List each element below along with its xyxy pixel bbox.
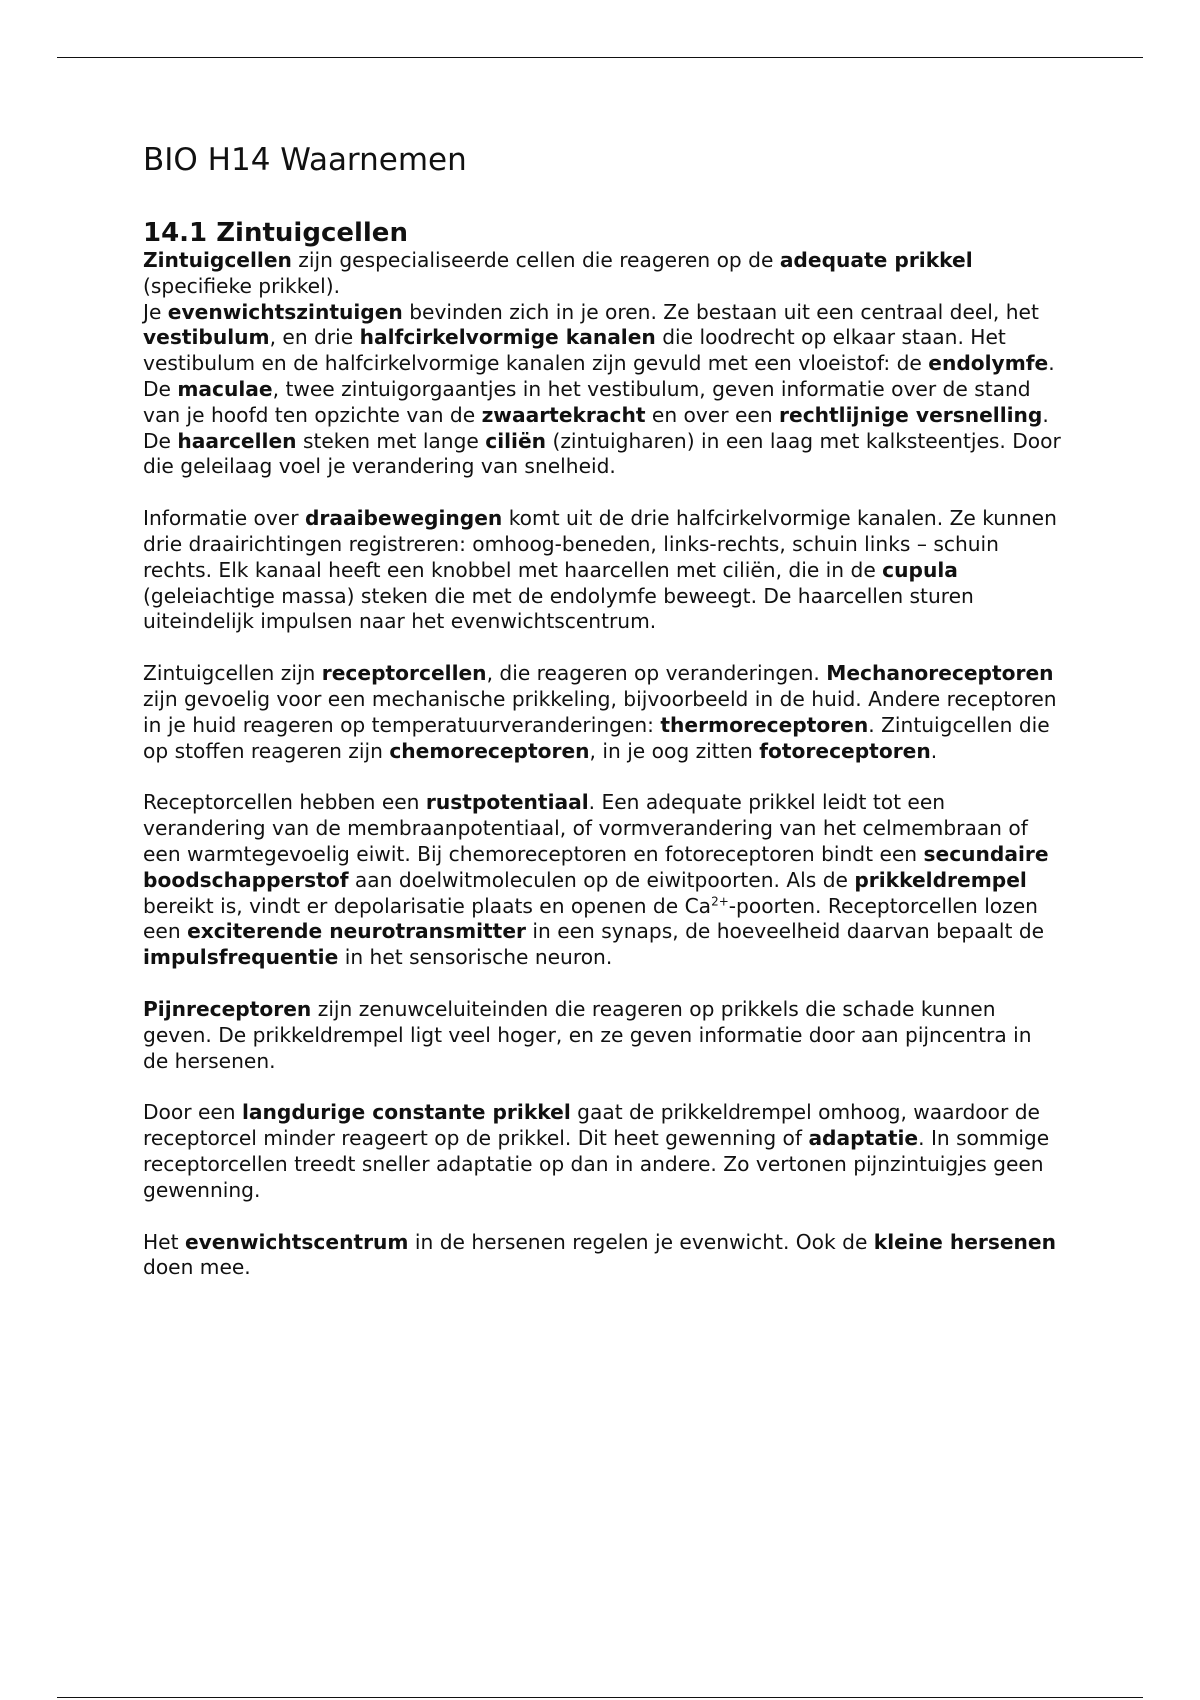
text-run: (geleiachtige massa) steken die met de endolymfe beweegt. De haarcellen sturen uiteindelijk impulsen naar het evenwichtscentrum. xyxy=(143,583,974,634)
text-run: in het sensorische neuron. xyxy=(338,945,613,970)
text-run: Door een xyxy=(143,1100,243,1125)
text-run: bereikt is, vindt er depolarisatie plaats en openen de Ca xyxy=(143,893,712,918)
text-run: . In sommige receptorcellen treedt sneller adaptatie op dan in andere. Zo vertonen pijnzintuigjes geen gewenning. xyxy=(143,1126,1050,1202)
text-run: aan doelwitmoleculen op de eiwitpoorten. Als de xyxy=(348,867,855,892)
text-run: komt uit de drie halfcirkelvormige kanalen. Ze kunnen drie draairichtingen registreren: omhoog-beneden, links-rechts, schuin links – schuin rechts. Elk kanaal heeft een knobbel met haarcellen met ciliën, die in de xyxy=(143,506,1057,582)
bold-term: secundaire boodschapperstof xyxy=(143,841,1049,892)
bold-term: kleine hersenen xyxy=(873,1229,1056,1254)
bold-term: Mechanoreceptoren xyxy=(826,661,1054,686)
text-run: . De xyxy=(143,402,1049,453)
text-run: en over een xyxy=(645,402,780,427)
text-run: Informatie over xyxy=(143,506,305,531)
paragraph-rustpotentiaal xyxy=(143,790,1063,971)
bold-term: rechtlijnige versnelling xyxy=(779,402,1043,427)
text-run: . Een adequate prikkel leidt tot een verandering van de membraanpotentiaal, of vormverandering van het celmembraan of een warmtegevoelig eiwit. Bij chemoreceptoren en fotoreceptoren bindt een xyxy=(143,790,1028,866)
text-run: -poorten. Receptorcellen lozen een xyxy=(143,893,1038,944)
document-body xyxy=(143,140,1063,1307)
bold-term: fotoreceptoren xyxy=(759,738,931,763)
bold-term: ciliën xyxy=(485,428,547,453)
text-run: Het xyxy=(143,1229,185,1254)
bold-term: zwaartekracht xyxy=(481,402,646,427)
paragraph-draaibewegingen xyxy=(143,506,1063,635)
text-run: . xyxy=(930,738,938,763)
text-run: bevinden zich in je oren. Ze bestaan uit een centraal deel, het xyxy=(402,299,1039,324)
text-run: doen mee. xyxy=(143,1255,251,1280)
bold-term: rustpotentiaal xyxy=(425,790,589,815)
text-run: zijn gevoelig voor een mechanische prikkeling, bijvoorbeeld in de huid. Andere receptoren in je huid reageren op temperatuurveranderingen: xyxy=(143,686,1057,737)
paragraph-zintuigcellen xyxy=(143,248,1063,300)
paragraph-pijnreceptoren xyxy=(143,997,1063,1074)
text-run: , twee zintuigorgaantjes in het vestibulum, geven informatie over de stand van je hoofd ten opzichte van de xyxy=(143,376,1031,427)
text-run: , in je oog zitten xyxy=(589,738,760,763)
bold-term: cupula xyxy=(882,557,958,582)
bold-term: impulsfrequentie xyxy=(143,945,339,970)
text-run: , en drie xyxy=(269,325,360,350)
footer-rule xyxy=(57,1697,1143,1698)
paragraph-evenwichtscentrum xyxy=(143,1230,1063,1282)
bold-term: halfcirkelvormige kanalen xyxy=(359,325,656,350)
header-rule xyxy=(57,57,1143,58)
paragraph-receptorcellen xyxy=(143,661,1063,764)
text-run: gaat de prikkeldrempel omhoog, waardoor de receptorcel minder reageert op de prikkel. Dit heet gewenning of xyxy=(143,1100,1040,1151)
bold-term: langdurige constante prikkel xyxy=(242,1100,571,1125)
text-run: Receptorcellen hebben een xyxy=(143,790,426,815)
bold-term: evenwichtszintuigen xyxy=(167,299,403,324)
text-run: (specifieke prikkel). xyxy=(143,273,340,298)
paragraph-evenwichtszintuigen xyxy=(143,300,1063,481)
superscript: 2+ xyxy=(711,893,729,908)
bold-term: exciterende neurotransmitter xyxy=(187,919,526,944)
text-run: . Zintuigcellen die op stoffen reageren zijn xyxy=(143,712,1050,763)
bold-term: adequate prikkel xyxy=(779,248,973,272)
bold-term: prikkeldrempel xyxy=(854,867,1027,892)
text-run: . De xyxy=(143,351,1055,401)
bold-term: receptorcellen xyxy=(321,661,487,686)
bold-term: chemoreceptoren xyxy=(389,738,590,763)
text-run: in een synaps, de hoeveelheid daarvan bepaalt de xyxy=(525,919,1045,944)
bold-term: draaibewegingen xyxy=(304,506,503,531)
text-run: zijn gespecialiseerde cellen die reageren op de xyxy=(291,248,780,272)
bold-term: evenwichtscentrum xyxy=(184,1229,409,1254)
text-run: , die reageren op veranderingen. xyxy=(486,661,827,686)
text-run: Je xyxy=(143,299,168,324)
bold-term: vestibulum xyxy=(143,325,270,350)
bold-term: thermoreceptoren xyxy=(660,712,869,737)
text-run: Zintuigcellen zijn xyxy=(143,661,322,686)
text-run: steken met lange xyxy=(296,428,486,453)
bold-term: Zintuigcellen xyxy=(143,248,292,272)
bold-term: adaptatie xyxy=(808,1126,919,1151)
text-run: (zintuigharen) in een laag met kalksteentjes. Door die geleilaag voel je verandering van snelheid. xyxy=(143,428,1061,479)
bold-term: endolymfe xyxy=(928,351,1049,376)
paragraph-adaptatie xyxy=(143,1100,1063,1203)
bold-term: Pijnreceptoren xyxy=(143,996,312,1021)
section-heading: 14.1 Zintuigcellen xyxy=(143,218,408,248)
bold-term: maculae xyxy=(177,376,273,401)
text-run: zijn zenuwceluiteinden die reageren op prikkels die schade kunnen geven. De prikkeldrempel ligt veel hoger, en ze geven informatie door aan pijncentra in de hersenen. xyxy=(143,996,1032,1073)
bold-term: haarcellen xyxy=(177,428,297,453)
text-run: die loodrecht op elkaar staan. Het vestibulum en de halfcirkelvormige kanalen zijn gevuld met een vloeistof: de xyxy=(143,325,1006,376)
text-run: in de hersenen regelen je evenwicht. Ook de xyxy=(408,1229,874,1254)
document-title: BIO H14 Waarnemen xyxy=(143,142,467,178)
